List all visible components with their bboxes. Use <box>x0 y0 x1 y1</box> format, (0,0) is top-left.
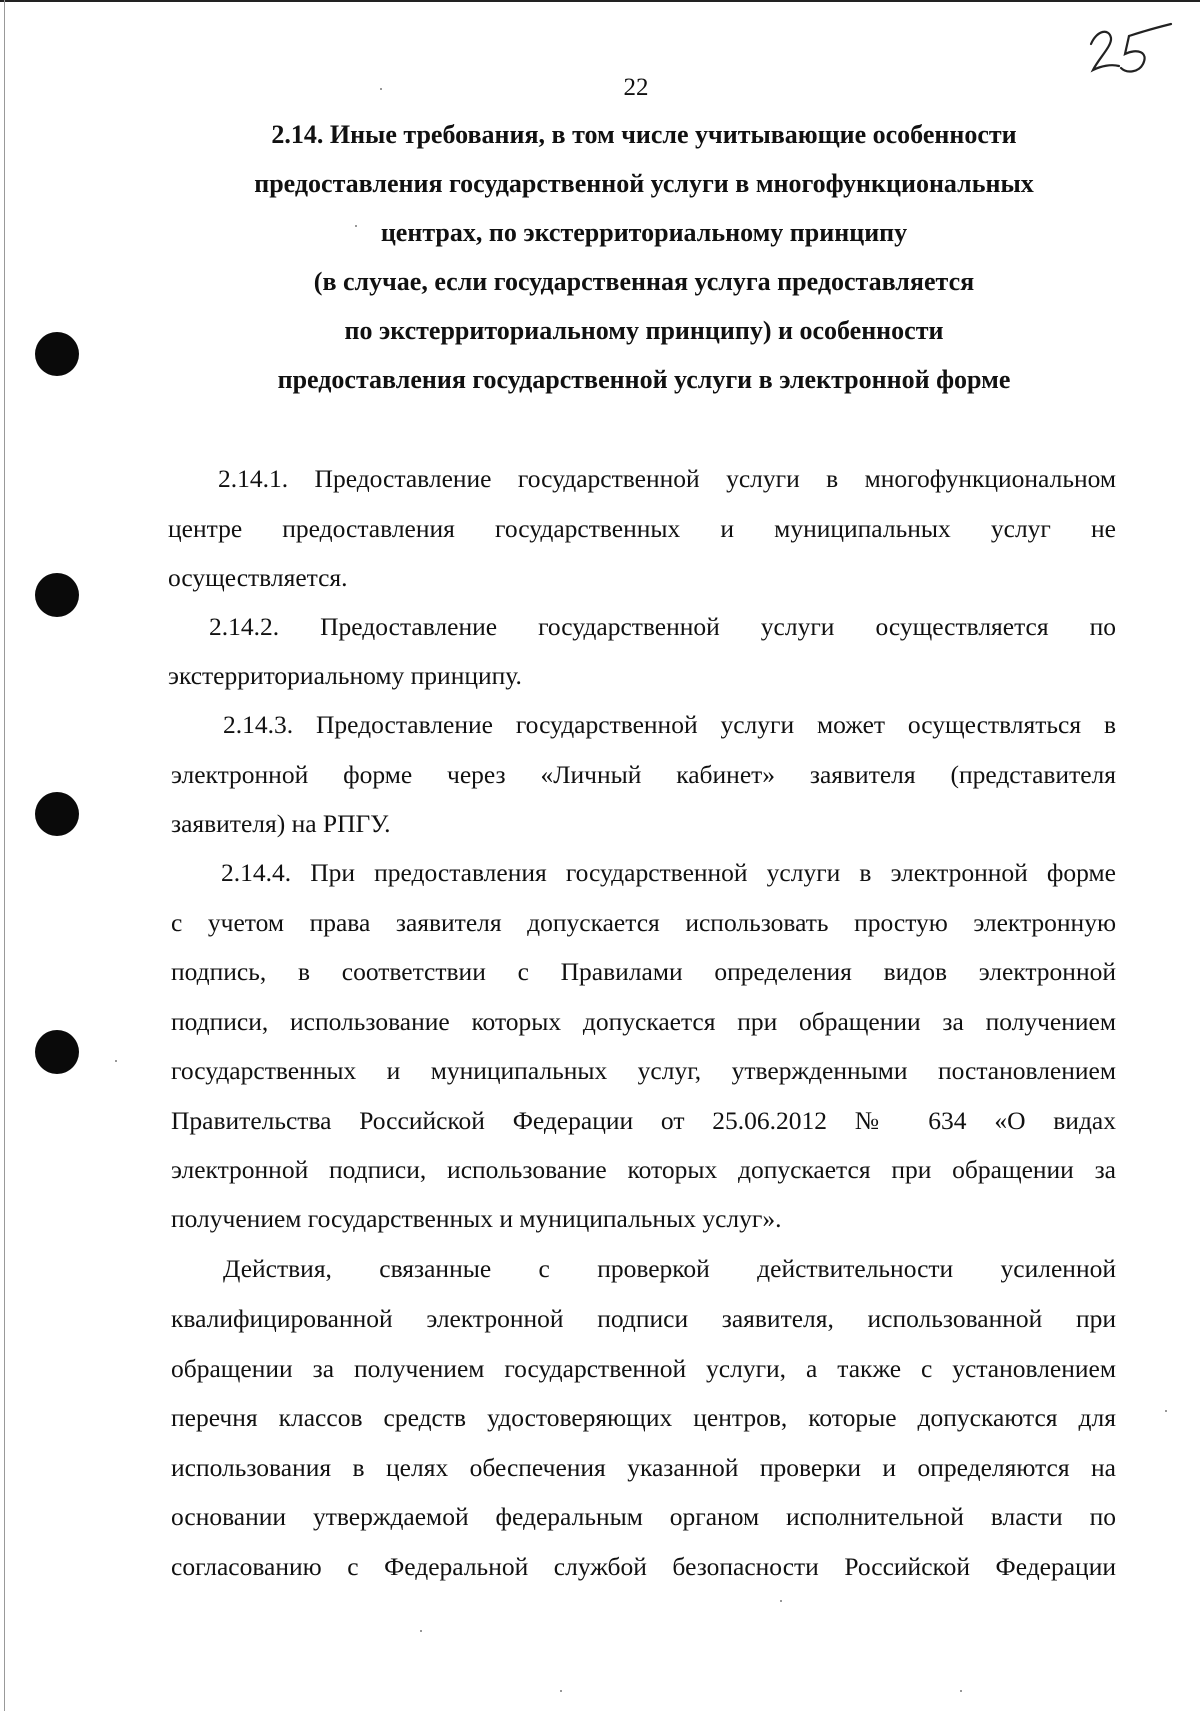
body-line: использования в целях обеспечения указанной проверки и определяются на <box>171 1453 1116 1482</box>
scan-speck <box>355 225 357 227</box>
body-line: квалифицированной электронной подписи заявителя, использованной при <box>171 1304 1116 1333</box>
body-line: государственных и муниципальных услуг, утвержденными постановлением <box>171 1056 1116 1085</box>
heading-line: предоставления государственной услуги в электронной форме <box>277 365 1011 394</box>
heading-line: 2.14. Иные требования, в том числе учитывающие особенности <box>271 120 1017 149</box>
body-line: электронной форме через «Личный кабинет» заявителя (представителя <box>171 760 1116 789</box>
body-line: получением государственных и муниципальных услуг». <box>171 1204 782 1233</box>
scan-speck <box>115 1060 117 1062</box>
scan-speck <box>1165 1410 1167 1412</box>
scan-speck <box>560 1690 562 1692</box>
punch-hole <box>35 1030 79 1074</box>
heading-line: предоставления государственной услуги в многофункциональных <box>254 169 1034 198</box>
scan-speck <box>380 88 382 90</box>
heading-line: по экстерриториальному принципу) и особенности <box>344 316 944 345</box>
scan-speck <box>420 1630 422 1632</box>
body-line: экстерриториальному принципу. <box>168 661 522 690</box>
scan-left-edge <box>4 0 5 1711</box>
heading-line: (в случае, если государственная услуга предоставляется <box>313 267 975 296</box>
body-line: 2.14.4. При предоставления государственной услуги в электронной форме <box>221 858 1116 887</box>
body-line: Правительства Российской Федерации от 25.06.2012 № 634 «О видах <box>171 1106 1116 1135</box>
section-heading <box>175 110 1113 404</box>
body-line: подпись, в соответствии с Правилами определения видов электронной <box>171 957 1116 986</box>
body-line: 2.14.1. Предоставление государственной услуги в многофункциональном <box>218 464 1116 493</box>
body-line: подписи, использование которых допускается при обращении за получением <box>171 1007 1116 1036</box>
scan-speck <box>960 1690 962 1692</box>
body-line: осуществляется. <box>168 563 348 592</box>
punch-hole <box>35 332 79 376</box>
page-number: 22 <box>623 74 649 101</box>
scan-speck <box>780 1600 782 1602</box>
body-line: согласованию с Федеральной службой безопасности Российской Федерации <box>171 1552 1116 1581</box>
body-line: с учетом права заявителя допускается использовать простую электронную <box>171 908 1116 937</box>
body-line: 2.14.2. Предоставление государственной услуги осуществляется по <box>209 612 1116 641</box>
body-line: 2.14.3. Предоставление государственной услуги может осуществляться в <box>223 710 1116 739</box>
body-line: обращении за получением государственной услуги, а также с установлением <box>171 1354 1116 1383</box>
body-line: Действия, связанные с проверкой действительности усиленной <box>223 1254 1116 1283</box>
heading-line: центрах, по экстерриториальному принципу <box>380 218 908 247</box>
body-line: электронной подписи, использование которых допускается при обращении за <box>171 1155 1116 1184</box>
body-line: перечня классов средств удостоверяющих центров, которые допускаются для <box>171 1403 1116 1432</box>
body-line: заявителя) на РПГУ. <box>171 809 391 838</box>
scan-top-edge <box>0 0 1200 2</box>
handwritten-page-mark <box>1085 18 1175 78</box>
punch-hole <box>35 792 79 836</box>
body-line: основании утверждаемой федеральным органом исполнительной власти по <box>171 1502 1116 1531</box>
body-line: центре предоставления государственных и муниципальных услуг не <box>168 514 1116 543</box>
punch-hole <box>35 573 79 617</box>
